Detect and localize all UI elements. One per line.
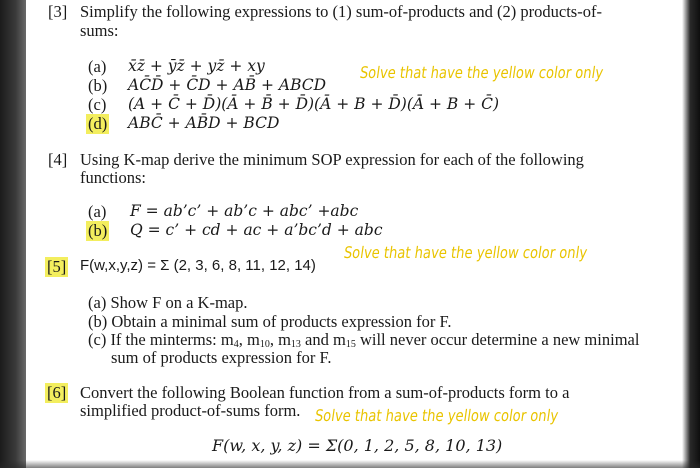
q4-prompt-line2: functions: (80, 168, 146, 187)
right-edge-shadow (682, 0, 700, 468)
q4-number: [4] (48, 150, 68, 169)
left-edge-shadow (0, 0, 26, 468)
q5-part-c-line2: sum of products expression for F. (111, 348, 332, 367)
q3-c-label: (c) (88, 95, 107, 114)
q3-c-expression: (A + C̄ + D̄)(Ā + B̄ + D̄)(Ā + B + D̄)(Ā + B + C̄) (128, 95, 500, 113)
q4-a-label: (a) (88, 202, 107, 221)
q4-handwritten-note: Solve that have the yellow color only (342, 243, 589, 262)
q3-d-expression: ABC̄ + AB̄D + BCD (128, 114, 280, 132)
q3-handwritten-note: Solve that have the yellow color only (358, 63, 605, 82)
q6-function: F(w, x, y, z) = Σ(0, 1, 2, 5, 8, 10, 13) (212, 436, 503, 455)
q3-b-expression: AC̄D̄ + C̄D + AB̄ + ABCD (128, 76, 327, 94)
q3-prompt-line1: Simplify the following expressions to (1) sum-of-products and (2) products-of- (80, 2, 602, 21)
q3-a-expression: x̄z̄ + ȳz̄ + yz̄ + xy (128, 57, 265, 75)
q4-b-label-highlighted: (b) (88, 221, 108, 240)
q3-a-label: (a) (88, 57, 107, 76)
q3-number: [3] (48, 2, 68, 21)
q3-d-label-highlighted: (d) (88, 114, 108, 133)
q4-prompt-line1: Using K-map derive the minimum SOP expression for each of the following (80, 150, 584, 169)
q6-prompt-line2: simplified product-of-sums form. (80, 401, 301, 420)
bottom-edge-shadow (0, 460, 700, 468)
q5-number-highlighted: [5] (47, 257, 67, 276)
q3-prompt-line2: sums: (80, 21, 119, 40)
q5-part-a: (a) Show F on a K-map. (88, 293, 248, 312)
q3-b-label: (b) (88, 76, 108, 95)
q6-handwritten-note: Solve that have the yellow color only (313, 406, 560, 425)
q6-number-highlighted: [6] (47, 383, 67, 402)
q5-part-b: (b) Obtain a minimal sum of products expression for F. (88, 312, 452, 331)
q5-part-c-line1: (c) If the minterms: $m_4$, $m_{10}$, $m_{13}$ and $m_{15}$ will never occur determine a new minimal (88, 330, 640, 350)
q5-function: F(w,x,y,z) = Σ (2, 3, 6, 8, 11, 12, 14) (80, 257, 316, 274)
q6-prompt-line1: Convert the following Boolean function from a sum-of-products form to a (80, 383, 570, 402)
q4-a-expression: F = ab’c’ + ab’c + abc’ +abc (130, 202, 359, 220)
q4-b-expression: Q = c’ + cd + ac + a’bc’d + abc (130, 221, 383, 239)
